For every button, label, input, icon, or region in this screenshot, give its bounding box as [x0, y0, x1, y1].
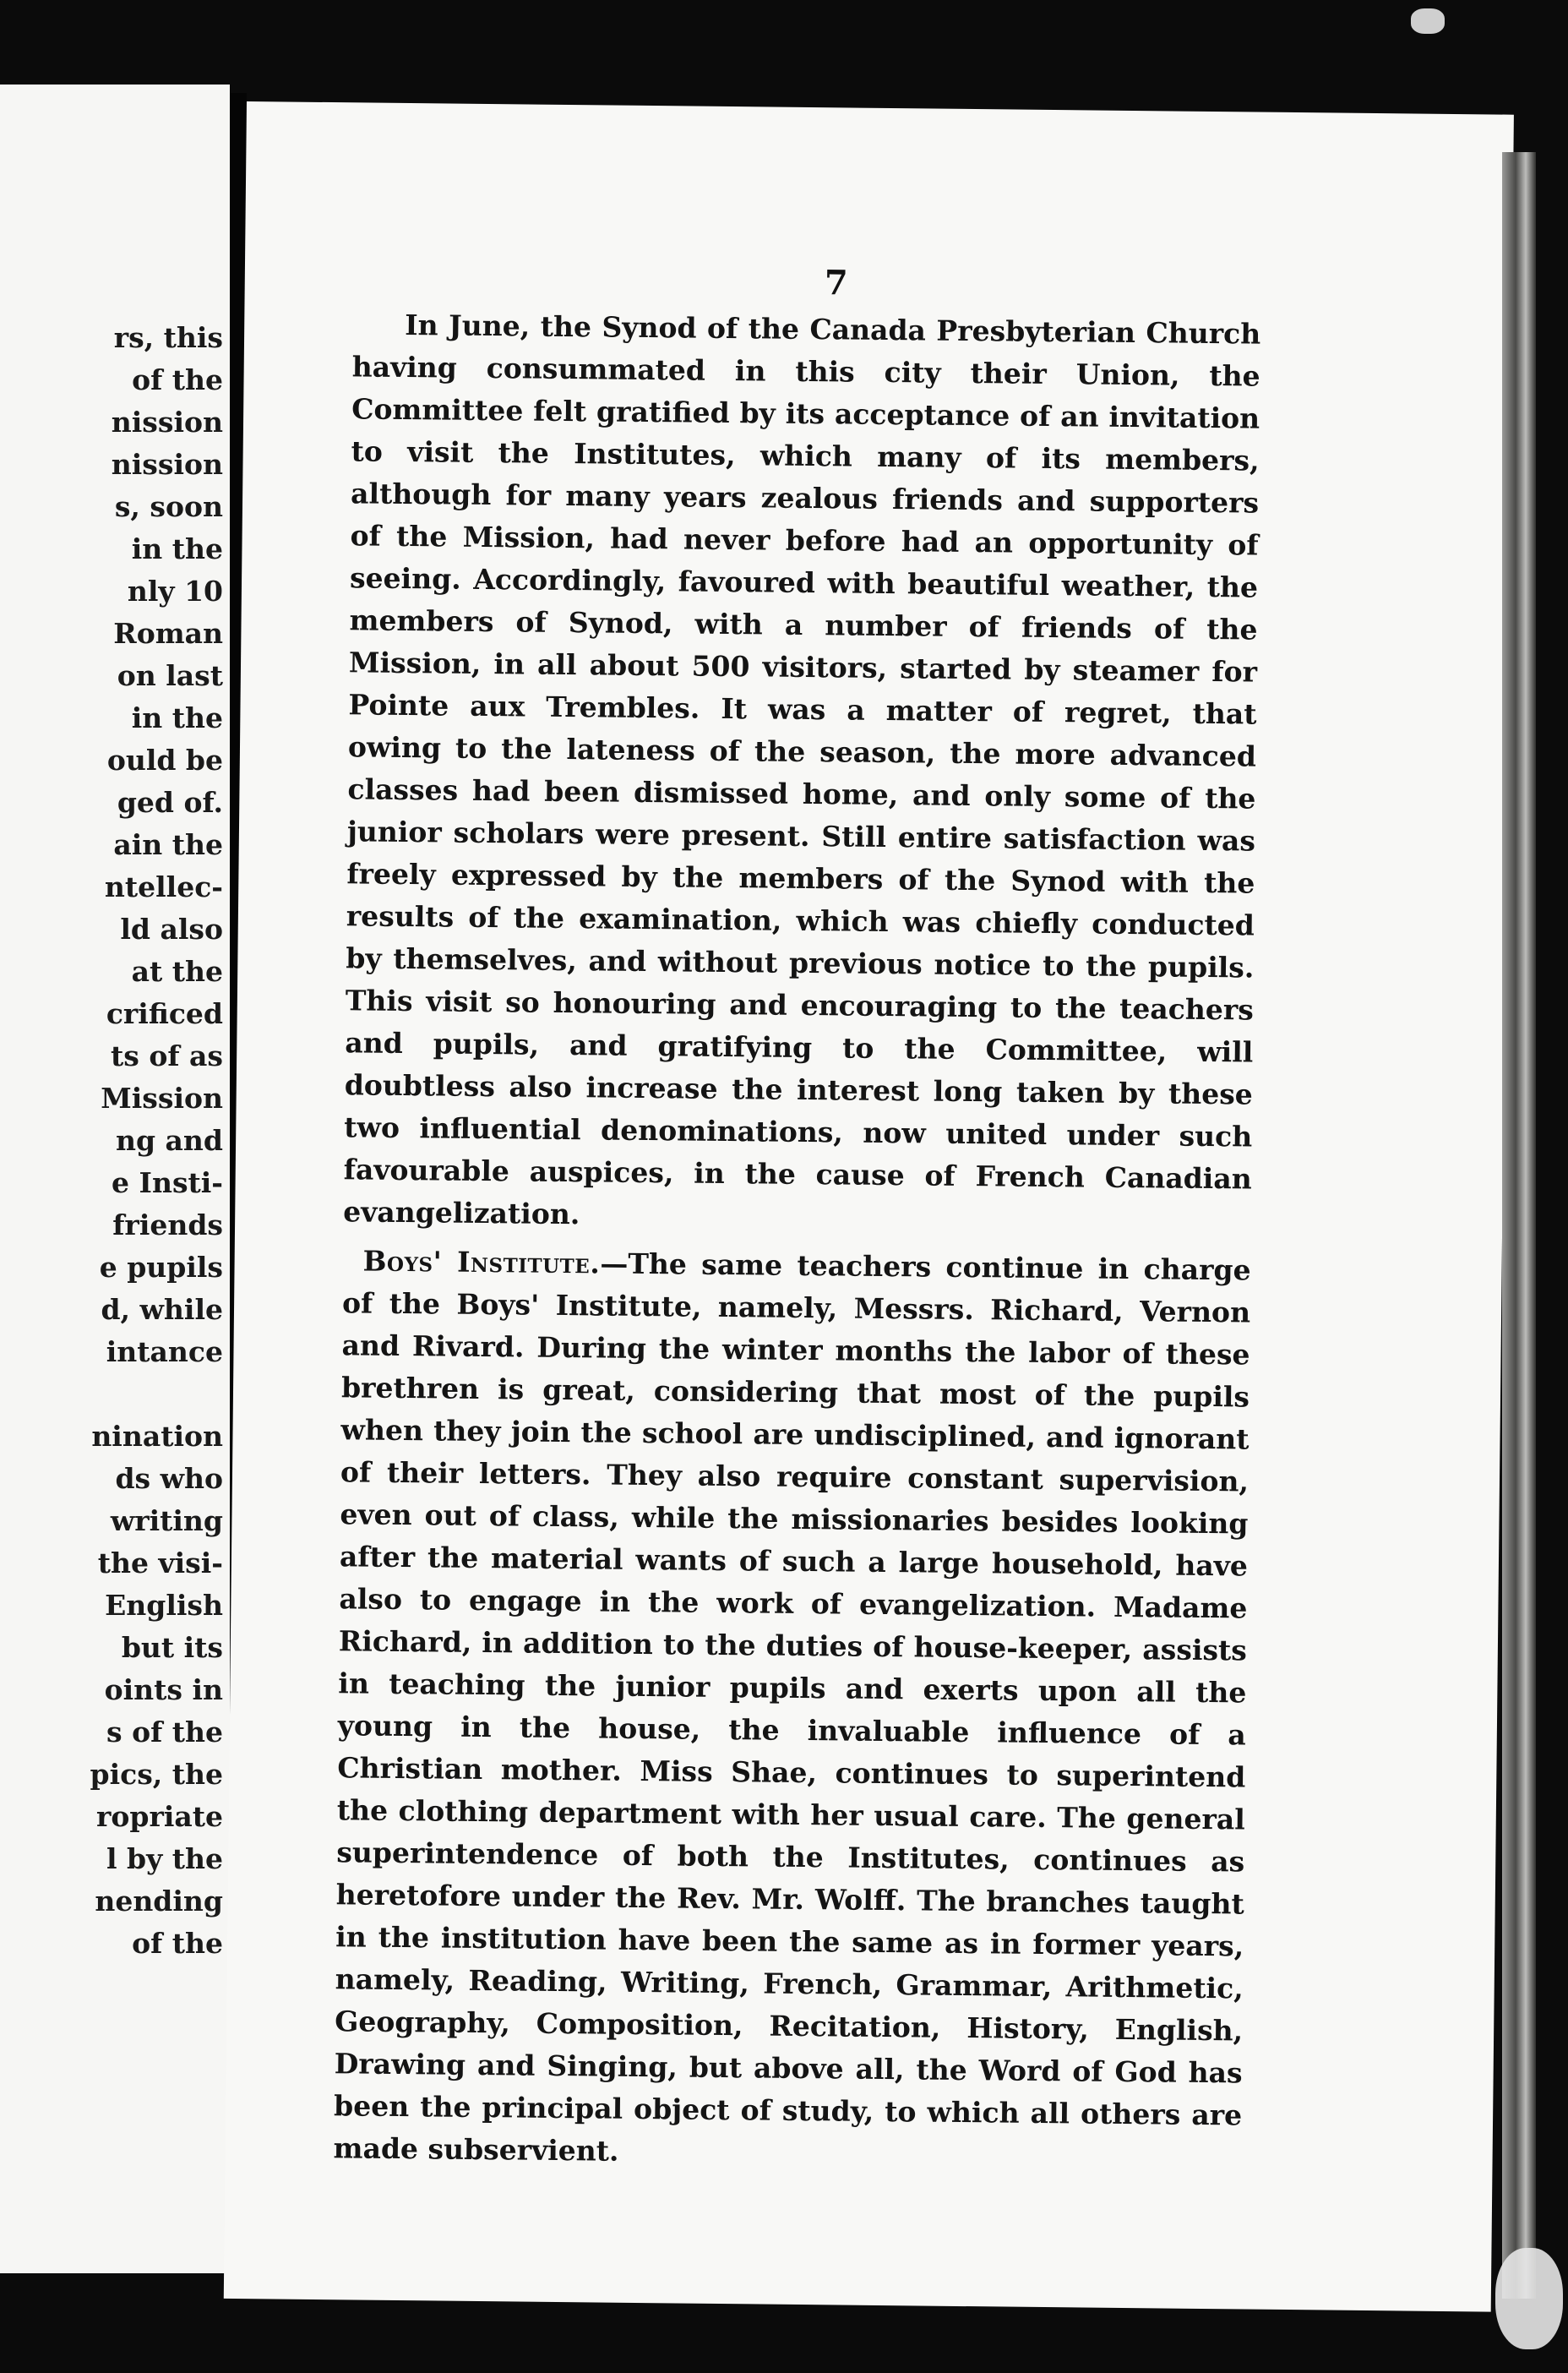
- left-line: s, soon: [114, 490, 223, 523]
- left-line: Roman: [113, 617, 223, 650]
- left-line: friends: [112, 1208, 223, 1241]
- left-page-text-fragments: [0, 317, 223, 1965]
- left-line: writing: [110, 1504, 223, 1537]
- paragraph-synod-visit: In June, the Synod of the Canada Presbyterian Church having consummated in this city their Union, the Committee felt gratified by its acceptance of an invitation to visit the Institutes, which many of its members, although for many years zealous friends and supporters of the Mission, had never before had an opportunity of seeing. Accordingly, favoured with beautiful weather, the members of Synod, with a number of friends of the Mission, in all about 500 visitors, started by steamer for Pointe aux Trembles. It was a matter of regret, that owing to the lateness of the season, the more advanced classes had been dismissed home, and only some of the junior scholars were present. Still entire satisfaction was freely expressed by the members of the Synod with the results of the examination, which was chiefly conducted by themselves, and without previous notice to the pupils. This visit so honouring and encouraging to the teachers and pupils, and gratifying to the Committee, will doubtless also increase the interest long taken by these two influential denominations, now united under such favourable auspices, in the cause of French Canadian evangelization.: [343, 308, 1261, 1231]
- body-text: [333, 303, 1260, 2179]
- left-line: nending: [95, 1885, 223, 1917]
- left-line: but its: [121, 1631, 223, 1664]
- left-line: nly 10: [127, 575, 223, 608]
- left-line: l by the: [106, 1842, 223, 1875]
- right-page: [224, 101, 1514, 2312]
- book-page-edge: [1502, 152, 1536, 2299]
- left-line: of the: [132, 363, 223, 396]
- left-line: ropriate: [95, 1800, 223, 1833]
- section-heading-boys-institute: Boys' Institute.: [362, 1244, 601, 1280]
- left-line: ntellec-: [104, 870, 223, 903]
- left-line: ts of as: [111, 1039, 223, 1072]
- left-line: on last: [117, 659, 223, 692]
- left-line: ds who: [115, 1462, 223, 1495]
- paragraph-boys-institute-body: —The same teachers continue in charge of the Boys' Institute, namely, Messrs. Richard, Vernon and Rivard. During the winter months the labor of these brethren is great, considering that most of the pupils when they join the school are undisciplined, and ignorant of their letters. They also require constant supervision, even out of class, while the missionaries besides looking after the material wants of such a large household, have also to engage in the work of evangelization. Madame Richard, in addition to the duties of house-keeper, assists in teaching the junior pupils and exerts upon all the young in the house, the invaluable influence of a Christian mother. Miss Shae, continues to superintend the clothing department with her usual care. The general superintendence of both the Institutes, continues as heretofore under the Rev. Mr. Wolff. The branches taught in the institution have been the same as in former years, namely, Reading, Writing, French, Grammar, Arithmetic, Geography, Composition, Recitation, History, English, Drawing and Singing, but above all, the Word of God has been the principal object of study, to which all others are made subservient.: [333, 1247, 1251, 2168]
- left-line: ged of.: [117, 786, 223, 819]
- left-line: in the: [131, 532, 223, 565]
- left-line: oints in: [104, 1673, 223, 1706]
- scan-artifact: [1411, 8, 1445, 34]
- left-line: d, while: [101, 1293, 223, 1326]
- left-line: Mission: [101, 1082, 223, 1115]
- left-line: in the: [131, 701, 223, 734]
- left-line: of the: [132, 1927, 223, 1960]
- left-line: ng and: [115, 1124, 223, 1157]
- left-line: crificed: [106, 997, 223, 1030]
- left-line: ld also: [120, 913, 223, 946]
- left-line: ould be: [106, 744, 223, 777]
- left-line: at the: [131, 955, 223, 988]
- left-line: rs, this: [113, 321, 223, 354]
- left-line: English: [105, 1589, 223, 1622]
- left-page: [0, 85, 230, 2273]
- left-line: nission: [111, 406, 223, 439]
- left-line: nission: [111, 448, 223, 481]
- left-line: s of the: [106, 1716, 223, 1748]
- left-line: e Insti-: [112, 1166, 223, 1199]
- scan-artifact: [1495, 2248, 1563, 2349]
- page-number: 7: [824, 263, 848, 303]
- left-line: pics, the: [90, 1758, 223, 1791]
- left-line: e pupils: [99, 1251, 223, 1284]
- left-line: nination: [91, 1420, 223, 1453]
- left-line: the visi-: [97, 1547, 223, 1579]
- paragraph-boys-institute: [333, 1240, 1250, 2179]
- left-line: intance: [106, 1335, 223, 1368]
- left-line: ain the: [113, 828, 223, 861]
- left-line: [0, 1373, 223, 1416]
